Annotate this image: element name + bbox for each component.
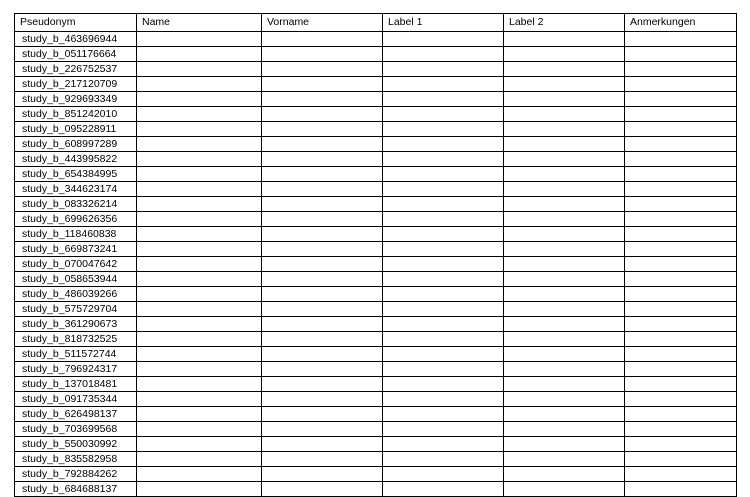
pseudonym-table: [14, 13, 737, 497]
cell-empty[interactable]: [262, 317, 383, 332]
cell-empty[interactable]: [262, 167, 383, 182]
cell-empty[interactable]: [262, 422, 383, 437]
cell-empty[interactable]: [504, 242, 625, 257]
cell-pseudonym: study_b_654384995: [15, 167, 137, 182]
cell-empty[interactable]: [383, 92, 504, 107]
cell-pseudonym: study_b_070047642: [15, 257, 137, 272]
cell-empty[interactable]: [625, 167, 737, 182]
cell-pseudonym: study_b_051176664: [15, 47, 137, 62]
cell-empty[interactable]: [383, 347, 504, 362]
cell-empty[interactable]: [262, 137, 383, 152]
cell-empty[interactable]: [137, 302, 262, 317]
cell-empty[interactable]: [137, 122, 262, 137]
cell-empty[interactable]: [383, 407, 504, 422]
cell-empty[interactable]: [625, 182, 737, 197]
cell-empty[interactable]: [504, 257, 625, 272]
cell-empty[interactable]: [262, 182, 383, 197]
table-row: [15, 272, 737, 287]
cell-pseudonym: study_b_575729704: [15, 302, 137, 317]
cell-empty[interactable]: [625, 152, 737, 167]
cell-pseudonym: study_b_703699568: [15, 422, 137, 437]
cell-empty[interactable]: [383, 62, 504, 77]
cell-pseudonym: study_b_095228911: [15, 122, 137, 137]
cell-empty[interactable]: [137, 152, 262, 167]
cell-empty[interactable]: [504, 437, 625, 452]
cell-empty[interactable]: [262, 452, 383, 467]
cell-empty[interactable]: [504, 362, 625, 377]
cell-empty[interactable]: [625, 197, 737, 212]
cell-empty[interactable]: [383, 422, 504, 437]
cell-empty[interactable]: [625, 62, 737, 77]
cell-empty[interactable]: [383, 257, 504, 272]
cell-empty[interactable]: [383, 152, 504, 167]
table-row: [15, 362, 737, 377]
cell-pseudonym: study_b_792884262: [15, 467, 137, 482]
cell-empty[interactable]: [383, 212, 504, 227]
table-row: [15, 152, 737, 167]
table-row: [15, 197, 737, 212]
table-row: [15, 47, 737, 62]
cell-empty[interactable]: [137, 287, 262, 302]
cell-empty[interactable]: [383, 377, 504, 392]
cell-empty[interactable]: [262, 32, 383, 47]
cell-empty[interactable]: [504, 47, 625, 62]
cell-empty[interactable]: [625, 272, 737, 287]
cell-empty[interactable]: [383, 392, 504, 407]
cell-empty[interactable]: [625, 467, 737, 482]
cell-empty[interactable]: [625, 32, 737, 47]
table-row: [15, 467, 737, 482]
cell-empty[interactable]: [137, 362, 262, 377]
cell-empty[interactable]: [625, 422, 737, 437]
cell-empty[interactable]: [504, 182, 625, 197]
cell-pseudonym: study_b_796924317: [15, 362, 137, 377]
cell-empty[interactable]: [137, 392, 262, 407]
cell-pseudonym: study_b_818732525: [15, 332, 137, 347]
column-header-anmerkungen: Anmerkungen: [625, 14, 737, 32]
table-row: [15, 107, 737, 122]
cell-empty[interactable]: [383, 137, 504, 152]
cell-empty[interactable]: [137, 32, 262, 47]
cell-empty[interactable]: [383, 452, 504, 467]
cell-empty[interactable]: [504, 152, 625, 167]
cell-empty[interactable]: [625, 107, 737, 122]
table-row: [15, 287, 737, 302]
cell-empty[interactable]: [625, 377, 737, 392]
cell-empty[interactable]: [504, 77, 625, 92]
cell-empty[interactable]: [504, 197, 625, 212]
cell-empty[interactable]: [383, 362, 504, 377]
cell-empty[interactable]: [262, 92, 383, 107]
cell-empty[interactable]: [137, 197, 262, 212]
cell-empty[interactable]: [262, 272, 383, 287]
cell-empty[interactable]: [504, 302, 625, 317]
cell-empty[interactable]: [383, 122, 504, 137]
cell-empty[interactable]: [383, 182, 504, 197]
cell-pseudonym: study_b_361290673: [15, 317, 137, 332]
cell-empty[interactable]: [504, 227, 625, 242]
cell-empty[interactable]: [137, 317, 262, 332]
cell-pseudonym: study_b_486039266: [15, 287, 137, 302]
cell-empty[interactable]: [625, 452, 737, 467]
cell-pseudonym: study_b_463696944: [15, 32, 137, 47]
cell-empty[interactable]: [504, 32, 625, 47]
cell-empty[interactable]: [262, 482, 383, 497]
column-header-label-2: Label 2: [504, 14, 625, 32]
table-row: [15, 332, 737, 347]
cell-empty[interactable]: [625, 77, 737, 92]
pseudonym-table-container: [14, 13, 736, 497]
cell-empty[interactable]: [137, 332, 262, 347]
cell-empty[interactable]: [262, 332, 383, 347]
column-header-pseudonym: Pseudonym: [15, 14, 137, 32]
table-body: [15, 32, 737, 497]
cell-empty[interactable]: [262, 302, 383, 317]
cell-pseudonym: study_b_699626356: [15, 212, 137, 227]
cell-pseudonym: study_b_835582958: [15, 452, 137, 467]
cell-empty[interactable]: [625, 317, 737, 332]
cell-pseudonym: study_b_626498137: [15, 407, 137, 422]
cell-empty[interactable]: [383, 302, 504, 317]
cell-empty[interactable]: [625, 437, 737, 452]
cell-empty[interactable]: [383, 107, 504, 122]
cell-empty[interactable]: [137, 437, 262, 452]
cell-empty[interactable]: [137, 347, 262, 362]
cell-empty[interactable]: [383, 197, 504, 212]
cell-empty[interactable]: [625, 287, 737, 302]
cell-empty[interactable]: [137, 452, 262, 467]
cell-empty[interactable]: [137, 62, 262, 77]
column-header-label-1: Label 1: [383, 14, 504, 32]
cell-empty[interactable]: [625, 392, 737, 407]
cell-pseudonym: study_b_118460838: [15, 227, 137, 242]
cell-empty[interactable]: [262, 77, 383, 92]
cell-empty[interactable]: [625, 302, 737, 317]
cell-empty[interactable]: [625, 332, 737, 347]
cell-pseudonym: study_b_058653944: [15, 272, 137, 287]
cell-empty[interactable]: [137, 467, 262, 482]
cell-empty[interactable]: [137, 77, 262, 92]
cell-empty[interactable]: [262, 47, 383, 62]
cell-empty[interactable]: [625, 137, 737, 152]
table-row: [15, 122, 737, 137]
cell-pseudonym: study_b_608997289: [15, 137, 137, 152]
cell-empty[interactable]: [137, 242, 262, 257]
cell-pseudonym: study_b_511572744: [15, 347, 137, 362]
table-row: [15, 347, 737, 362]
cell-empty[interactable]: [262, 227, 383, 242]
table-row: [15, 137, 737, 152]
table-row: [15, 257, 737, 272]
cell-empty[interactable]: [383, 482, 504, 497]
cell-empty[interactable]: [262, 197, 383, 212]
cell-empty[interactable]: [504, 422, 625, 437]
cell-pseudonym: study_b_137018481: [15, 377, 137, 392]
cell-empty[interactable]: [262, 437, 383, 452]
cell-empty[interactable]: [262, 107, 383, 122]
cell-empty[interactable]: [504, 167, 625, 182]
cell-empty[interactable]: [137, 212, 262, 227]
cell-empty[interactable]: [137, 407, 262, 422]
cell-pseudonym: study_b_344623174: [15, 182, 137, 197]
table-row: [15, 377, 737, 392]
cell-empty[interactable]: [383, 227, 504, 242]
table-row: [15, 167, 737, 182]
cell-pseudonym: study_b_226752537: [15, 62, 137, 77]
cell-empty[interactable]: [137, 227, 262, 242]
cell-pseudonym: study_b_929693349: [15, 92, 137, 107]
cell-empty[interactable]: [262, 377, 383, 392]
cell-empty[interactable]: [625, 122, 737, 137]
cell-pseudonym: study_b_091735344: [15, 392, 137, 407]
cell-empty[interactable]: [137, 422, 262, 437]
cell-empty[interactable]: [383, 167, 504, 182]
cell-empty[interactable]: [504, 332, 625, 347]
cell-empty[interactable]: [262, 62, 383, 77]
cell-empty[interactable]: [504, 107, 625, 122]
cell-empty[interactable]: [383, 287, 504, 302]
table-row: [15, 77, 737, 92]
table-row: [15, 242, 737, 257]
table-row: [15, 407, 737, 422]
cell-empty[interactable]: [383, 32, 504, 47]
cell-empty[interactable]: [137, 137, 262, 152]
cell-empty[interactable]: [625, 482, 737, 497]
table-row: [15, 32, 737, 47]
cell-empty[interactable]: [625, 227, 737, 242]
cell-empty[interactable]: [504, 347, 625, 362]
cell-empty[interactable]: [262, 287, 383, 302]
table-row: [15, 62, 737, 77]
cell-empty[interactable]: [262, 122, 383, 137]
cell-pseudonym: study_b_669873241: [15, 242, 137, 257]
table-row: [15, 452, 737, 467]
cell-empty[interactable]: [504, 407, 625, 422]
cell-empty[interactable]: [504, 377, 625, 392]
cell-empty[interactable]: [137, 377, 262, 392]
cell-empty[interactable]: [137, 272, 262, 287]
cell-empty[interactable]: [262, 347, 383, 362]
cell-empty[interactable]: [625, 257, 737, 272]
cell-empty[interactable]: [504, 137, 625, 152]
cell-empty[interactable]: [137, 47, 262, 62]
cell-empty[interactable]: [504, 212, 625, 227]
cell-empty[interactable]: [504, 482, 625, 497]
cell-empty[interactable]: [262, 362, 383, 377]
cell-empty[interactable]: [262, 467, 383, 482]
cell-empty[interactable]: [625, 92, 737, 107]
cell-empty[interactable]: [137, 257, 262, 272]
table-row: [15, 182, 737, 197]
cell-pseudonym: study_b_684688137: [15, 482, 137, 497]
table-row: [15, 482, 737, 497]
cell-empty[interactable]: [625, 212, 737, 227]
cell-pseudonym: study_b_550030992: [15, 437, 137, 452]
cell-empty[interactable]: [262, 212, 383, 227]
cell-empty[interactable]: [504, 122, 625, 137]
cell-empty[interactable]: [504, 317, 625, 332]
cell-empty[interactable]: [262, 407, 383, 422]
cell-empty[interactable]: [504, 287, 625, 302]
cell-empty[interactable]: [383, 437, 504, 452]
cell-empty[interactable]: [262, 242, 383, 257]
table-row: [15, 392, 737, 407]
cell-empty[interactable]: [504, 272, 625, 287]
cell-empty[interactable]: [137, 482, 262, 497]
cell-empty[interactable]: [137, 167, 262, 182]
cell-empty[interactable]: [625, 242, 737, 257]
cell-empty[interactable]: [625, 407, 737, 422]
cell-empty[interactable]: [383, 47, 504, 62]
table-row: [15, 302, 737, 317]
cell-empty[interactable]: [262, 257, 383, 272]
table-row: [15, 422, 737, 437]
cell-empty[interactable]: [504, 467, 625, 482]
cell-empty[interactable]: [262, 152, 383, 167]
table-row: [15, 227, 737, 242]
cell-empty[interactable]: [383, 77, 504, 92]
cell-empty[interactable]: [625, 362, 737, 377]
cell-pseudonym: study_b_217120709: [15, 77, 137, 92]
cell-empty[interactable]: [383, 467, 504, 482]
cell-empty[interactable]: [504, 62, 625, 77]
cell-empty[interactable]: [383, 317, 504, 332]
column-header-name: Name: [137, 14, 262, 32]
column-header-vorname: Vorname: [262, 14, 383, 32]
table-header-row: [15, 14, 737, 32]
cell-empty[interactable]: [137, 182, 262, 197]
cell-pseudonym: study_b_443995822: [15, 152, 137, 167]
table-header: [15, 14, 737, 32]
table-row: [15, 92, 737, 107]
cell-empty[interactable]: [137, 107, 262, 122]
cell-pseudonym: study_b_083326214: [15, 197, 137, 212]
cell-empty[interactable]: [625, 47, 737, 62]
cell-empty[interactable]: [504, 452, 625, 467]
table-row: [15, 317, 737, 332]
cell-empty[interactable]: [625, 347, 737, 362]
cell-empty[interactable]: [504, 392, 625, 407]
table-row: [15, 212, 737, 227]
cell-empty[interactable]: [262, 392, 383, 407]
cell-empty[interactable]: [383, 332, 504, 347]
cell-pseudonym: study_b_851242010: [15, 107, 137, 122]
cell-empty[interactable]: [504, 92, 625, 107]
cell-empty[interactable]: [137, 92, 262, 107]
cell-empty[interactable]: [383, 272, 504, 287]
table-row: [15, 437, 737, 452]
cell-empty[interactable]: [383, 242, 504, 257]
